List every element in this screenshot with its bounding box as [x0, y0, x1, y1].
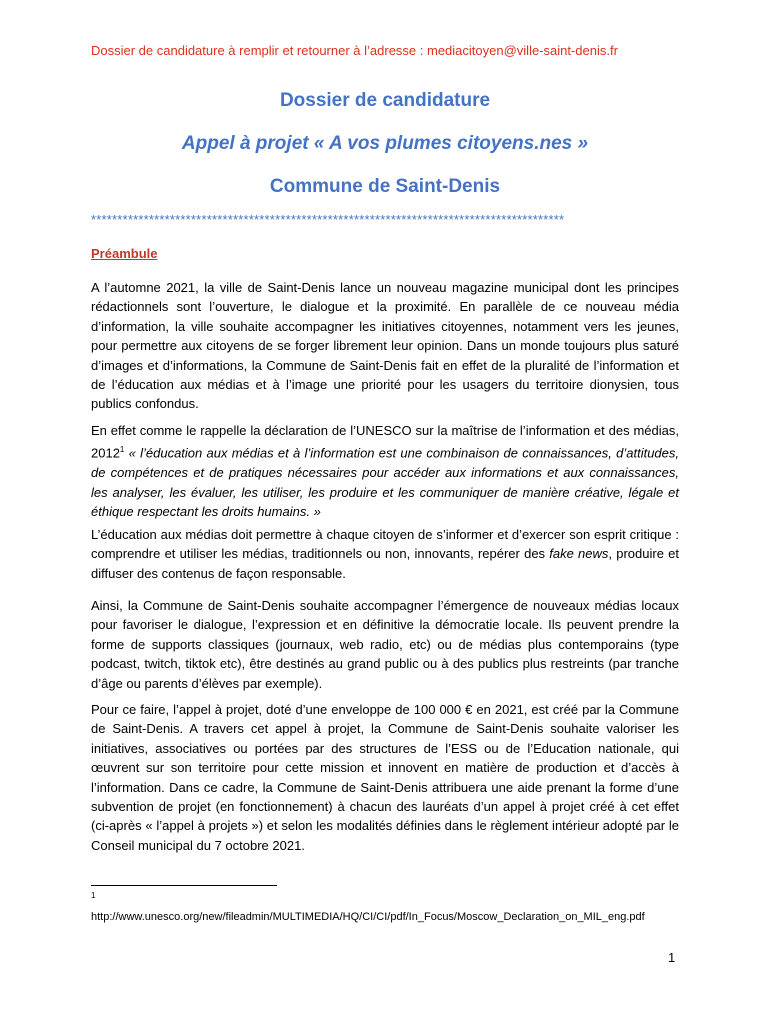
footnote-number: 1 — [91, 891, 96, 900]
paragraph-3 — [91, 525, 679, 583]
paragraph-2-quote: « l’éducation aux médias et à l’information est une combinaison de connaissances, d’attitudes, de compétences et de pratiques nécessaires pour accéder aux informations et aux connaissances, les analyser, les évaluer, les utiliser, les produire et les communiquer de manière créative, légale et éthique respectant les droits humains. » — [91, 445, 679, 519]
paragraph-4: Ainsi, la Commune de Saint-Denis souhaite accompagner l’émergence de nouveaux médias locaux pour favoriser le dialogue, l’expression et en définitive la démocratie locale. Ils peuvent prendre la forme de supports classiques (journaux, web radio, etc) ou de médias plus contemporains (type podcast, twitch, tiktok etc), être destinés au grand public ou à des publics plus restreints (par tranche d’âge ou parents d’élèves par exemple). — [91, 598, 679, 691]
paragraph-3-end: , produire et diffuser des contenus de façon responsable. — [91, 546, 679, 581]
title-dossier: Dossier de candidature — [279, 90, 491, 111]
header-note: Dossier de candidature à remplir et retourner à l’adresse : mediacitoyen@ville-saint-denis.fr — [91, 43, 618, 58]
footnote-separator — [91, 885, 277, 886]
footnote-reference: 1 — [119, 445, 125, 455]
title-commune: Commune de Saint-Denis — [269, 176, 501, 197]
paragraph-5: Pour ce faire, l’appel à projet, doté d’une enveloppe de 100 000 € en 2021, est créé par la Commune de Saint-Denis. A travers cet appel à projet, la Commune de Saint-Denis souhaite valoriser les initiatives, associatives ou portées par des structures de l’ESS ou de l’Education nationale, qui œuvrent sur son territoire pour cette mission et innovent en matière de production et d’accès à l’information. Dans ce cadre, la Commune de Saint-Denis attribuera une aide prenant la forme d’une subvention de projet (en fonctionnement) à chacun des lauréats d’un appel à projet créé à cet effet (ci-après « l’appel à projets ») et selon les modalités définies dans le règlement intérieur adopté par le Conseil municipal du 7 octobre 2021. — [91, 702, 679, 853]
title-appel-projet: Appel à projet « A vos plumes citoyens.nes » — [181, 133, 589, 154]
paragraph-1: A l’automne 2021, la ville de Saint-Denis lance un nouveau magazine municipal dont les principes rédactionnels sont l’ouverture, le dialogue et la proximité. En parallèle de ce nouveau média d’information, la ville souhaite accompagner les initiatives citoyennes, notamment vers les jeunes, pour permettre aux citoyens de se forger librement leur opinion. Dans un monde toujours plus saturé d’images et d’informations, la Commune de Saint-Denis fait en effet de la pluralité de l’information et de l’éducation aux médias et à l’image une priorité pour les usagers du territoire dionysien, tous publics confondus. — [91, 280, 679, 412]
paragraph-3-italic: fake news — [549, 546, 609, 562]
page-number: 1 — [668, 950, 676, 965]
footnote-url: http://www.unesco.org/new/fileadmin/MULTIMEDIA/HQ/CI/CI/pdf/In_Focus/Moscow_Declaration_on_MIL_eng.pdf — [91, 911, 645, 923]
paragraph-2 — [91, 421, 679, 521]
section-heading-preambule: Préambule — [91, 246, 158, 261]
paragraph-3-start: L’éducation aux médias doit permettre à chaque citoyen de s’informer et d’exercer son esprit critique : comprendre et utiliser les médias, traditionnels ou non, innovants, repérer des — [91, 527, 679, 562]
paragraph-2-intro: En effet comme le rappelle la déclaration de l’UNESCO sur la maîtrise de l’information et des médias, 2012 — [91, 423, 679, 461]
separator-line: ****************************************************************************************** — [91, 212, 565, 227]
